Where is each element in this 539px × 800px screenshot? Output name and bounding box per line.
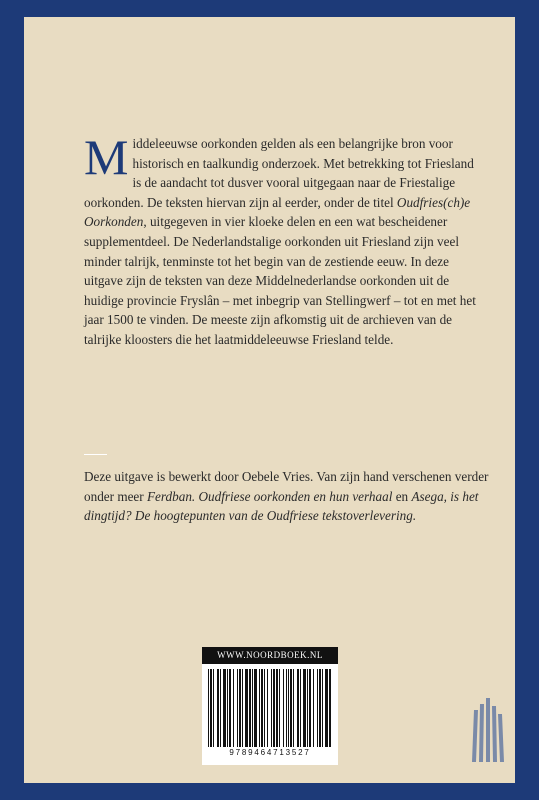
intro-paragraph — [84, 129, 484, 350]
stacked-bars-publisher-logo-icon — [468, 696, 508, 762]
drop-cap: M — [84, 129, 129, 185]
barcode-icon — [206, 669, 334, 747]
editor-credit-paragraph — [84, 467, 504, 526]
intro-segment-3: , uitgegeven in vier kloeke delen en een wat bescheidener supplementdeel. De Nederlandstalige oorkonden uit Friesland zijn veel minder talrijk, tenminste tot het begin van de zestiende eeuw. In deze uitgave zijn de teksten van deze Middelnederlandse oorkonden uit de huidige provincie Fryslân – met inbegrip van Stellingwerf – tot en met het jaar 1500 te vinden. De meeste zijn afkomstig uit de archieven van de talrijke kloosters die het laatmiddeleeuwse Friesland telde. — [84, 214, 476, 347]
isbn-number: 9789464713527 — [229, 748, 311, 757]
intro-segment-2: Oudfries(ch)e Oorkonden — [84, 194, 471, 230]
credit-segment-1: Deze uitgave is bewerkt door Oebele Vries. Van zijn hand verschenen verder onder meer — [84, 469, 489, 504]
credit-segment-4: Asega, is het dingtijd? De hoogtepunten van de Oudfriese tekstoverlevering. — [84, 488, 479, 524]
publisher-url: WWW.NOORDBOEK.NL — [202, 647, 338, 664]
section-divider — [84, 454, 107, 455]
credit-segment-3: en — [392, 488, 412, 504]
credit-segment-2: Ferdban. Oudfriese oorkonden en hun verhaal — [146, 488, 393, 504]
barcode-block — [202, 647, 338, 765]
intro-segment-1: iddeleeuwse oorkonden gelden als een belangrijke bron voor historisch en taalkundig onderzoek. Met betrekking tot Friesland is de aandacht tot dusver vooral uitgegaan naar de Friestalige oorkonden. De teksten hiervan zijn al eerder, onder de titel — [84, 136, 474, 210]
